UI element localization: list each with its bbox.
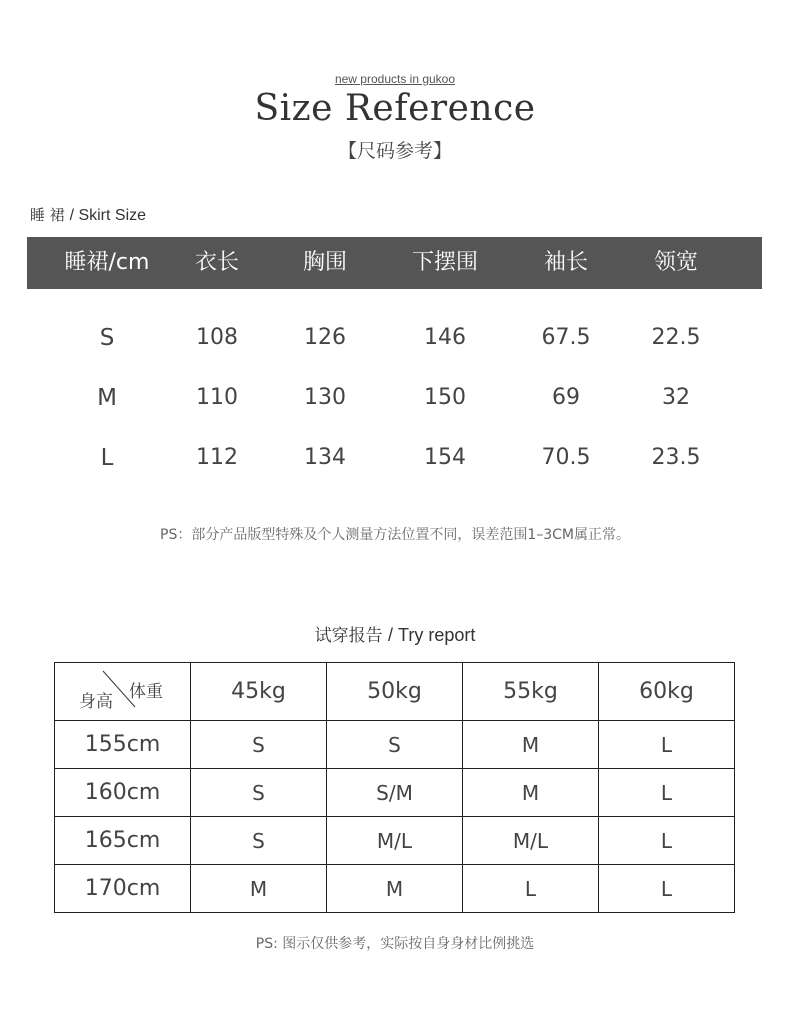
size-cell: 134 [304, 445, 346, 470]
size-cell: M [97, 385, 117, 411]
weight-header-cell: 50kg [327, 663, 463, 721]
page-title-cn: 【尺码参考】 [337, 140, 452, 162]
try-table-row [55, 769, 735, 817]
size-cell: 32 [662, 385, 690, 410]
size-rec-cell: M/L [327, 817, 463, 865]
size-rec-cell: S [327, 721, 463, 769]
try-header-row [55, 663, 735, 721]
size-rec-cell: L [463, 865, 599, 913]
size-rec-cell: L [599, 865, 735, 913]
size-cell: 70.5 [541, 445, 591, 470]
size-rec-cell: M/L [463, 817, 599, 865]
size-rec-cell: S [191, 721, 327, 769]
try-table-row [55, 865, 735, 913]
height-cell: 155cm [55, 721, 191, 769]
size-section-label-en: / Skirt Size [69, 207, 147, 224]
weight-header-cell: 60kg [599, 663, 735, 721]
try-report-title [0, 621, 790, 646]
try-table-row [55, 721, 735, 769]
size-header-cell: 衣长 [194, 250, 239, 275]
size-rec-cell: M [191, 865, 327, 913]
size-header-cell: 袖长 [543, 250, 588, 275]
size-table-row [0, 438, 790, 478]
size-cell: 150 [424, 385, 466, 410]
height-cell: 170cm [55, 865, 191, 913]
size-rec-cell: S/M [327, 769, 463, 817]
size-cell: 154 [424, 445, 466, 470]
weight-header-cell: 45kg [191, 663, 327, 721]
size-header-cell: 下摆围 [411, 250, 478, 275]
size-cell: 130 [304, 385, 346, 410]
size-rec-cell: S [191, 817, 327, 865]
try-report-table [54, 662, 735, 913]
size-header-cell: 胸围 [302, 250, 347, 275]
try-report-title-en: / Try report [388, 625, 476, 645]
weight-header-cell: 55kg [463, 663, 599, 721]
size-cell: 67.5 [541, 325, 591, 350]
size-cell: 126 [304, 325, 346, 350]
diagonal-divider [55, 663, 191, 720]
size-cell: S [99, 325, 115, 351]
size-cell: L [100, 445, 114, 471]
size-rec-cell: L [599, 769, 735, 817]
try-table-row [55, 817, 735, 865]
corner-cell [55, 663, 191, 721]
size-cell: 112 [196, 445, 238, 470]
size-cell: 146 [424, 325, 466, 350]
height-cell: 165cm [55, 817, 191, 865]
size-section-label-cn: 睡 裙 [30, 206, 65, 224]
size-rec-cell: M [463, 769, 599, 817]
weight-axis-label: 体重 [129, 682, 163, 702]
size-rec-cell: M [327, 865, 463, 913]
try-report-title-cn: 试穿报告 [314, 626, 383, 646]
try-note: PS: 图示仅供参考，实际按自身身材比例挑选 [255, 936, 535, 952]
size-rec-cell: L [599, 721, 735, 769]
size-cell: 22.5 [651, 325, 701, 350]
size-header-cell: 领宽 [653, 250, 698, 275]
page-title: Size Reference [254, 88, 536, 129]
size-rec-cell: M [463, 721, 599, 769]
size-cell: 108 [196, 325, 238, 350]
size-table-header [27, 237, 762, 289]
size-header-cell: 睡裙/cm [64, 250, 150, 275]
size-rec-cell: S [191, 769, 327, 817]
size-table-row [0, 378, 790, 418]
brand-subtitle: new products in gukoo [334, 72, 456, 86]
size-cell: 23.5 [651, 445, 701, 470]
size-rec-cell: L [599, 817, 735, 865]
size-cell: 69 [552, 385, 580, 410]
height-axis-label: 身高 [79, 692, 113, 712]
size-section-label [30, 204, 146, 225]
size-note: PS：部分产品版型特殊及个人测量方法位置不同，误差范围1–3CM属正常。 [160, 527, 630, 543]
size-table-row [0, 318, 790, 358]
height-cell: 160cm [55, 769, 191, 817]
size-cell: 110 [196, 385, 238, 410]
